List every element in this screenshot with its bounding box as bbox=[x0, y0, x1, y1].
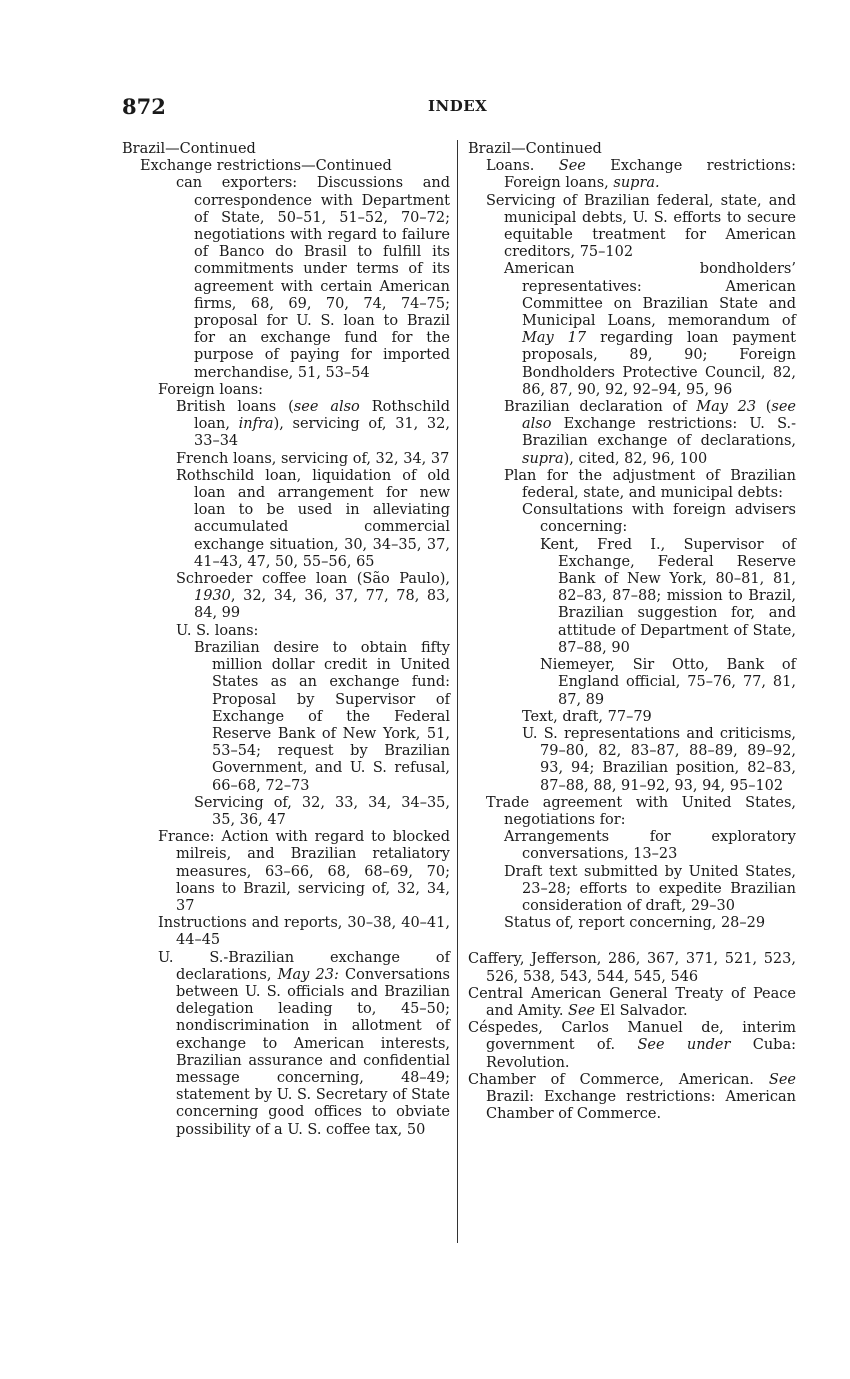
index-entry: Plan for the adjustment of Brazilian federal, state, and municipal debts: bbox=[504, 467, 796, 502]
index-entry: Servicing of Brazilian federal, state, and municipal debts, U. S. efforts to secure equitable treatment for American creditors, 75–102 bbox=[486, 192, 796, 261]
index-entry-text: Exchange restrictions: Foreign loans, bbox=[504, 158, 796, 192]
index-entry bbox=[468, 1072, 796, 1124]
index-entry-text: Brazil: Exchange restrictions: American Chamber of Commerce. bbox=[486, 1088, 796, 1123]
index-entry-text: Rothschild loan, bbox=[194, 399, 451, 433]
index-entry: Kent, Fred I., Supervisor of Exchange, Federal Reserve Bank of New York, 80–81, 81, 82–83, 87–88; mission to Brazil, Brazilian suggestion for, and attitude of Department of State, 87–88, 90 bbox=[540, 536, 796, 656]
index-entry-text: ( bbox=[756, 399, 772, 416]
index-entry: Exchange restrictions—Continued bbox=[140, 158, 392, 175]
index-entry-text: Schroeder coffee loan (São Paulo), bbox=[176, 571, 450, 588]
index-entry bbox=[468, 399, 796, 468]
index-entry-text: 1930 bbox=[194, 588, 231, 605]
index-entry: U. S. representations and criticisms, 79–80, 82, 83–87, 88–89, 89–92, 93, 94; Brazilian position, 82–83, 87–88, 88, 91–92, 93, 94, 95–102 bbox=[522, 725, 796, 794]
index-entry bbox=[122, 950, 450, 1139]
index-entry: Instructions and reports, 30–38, 40–41, 44–45 bbox=[158, 915, 450, 949]
index-entry bbox=[468, 1020, 796, 1072]
index-entry-text: regarding loan payment proposals, 89, 90; Foreign Bondholders Protective Council, 82, 86, 87, 90, 92, 92–94, 95, 96 bbox=[522, 330, 797, 398]
index-entry: Rothschild loan, liquidation of old loan and arrangement for new loan to be used in alleviating accumulated commercial exchange situation, 30, 34–35, 37, 41–43, 47, 50, 55–56, 65 bbox=[176, 467, 450, 570]
index-entry-text: Exchange restrictions: U. S.-Brazilian exchange of declarations, bbox=[522, 416, 796, 450]
index-entry-text: Conversations between U. S. officials and Brazilian delegation leading to, 45–50; nondiscrimination in allotment of exchange to American interests, Brazilian assurance and confidential message concerning, 48–49; statement by U. S. Secretary of State concerning good offices to obviate possibility of a U. S. coffee tax, 50 bbox=[176, 966, 450, 1138]
index-entry-text: see also bbox=[522, 399, 796, 433]
index-entry-text: Central American General Treaty of Peace and Amity. bbox=[468, 985, 796, 1019]
index-entry: Trade agreement with United States, negotiations for: bbox=[486, 794, 796, 828]
right-index-column bbox=[468, 141, 796, 1123]
index-entry-text: May 23: bbox=[277, 966, 339, 983]
index-entry: French loans, servicing of, 32, 34, 37 bbox=[176, 450, 450, 467]
index-entry-text: See bbox=[568, 1002, 596, 1019]
index-entry-text: El Salvador. bbox=[595, 1002, 688, 1019]
index-entry: U. S. loans: bbox=[176, 622, 259, 639]
index-entry-text: British loans ( bbox=[176, 399, 294, 416]
index-entry-text: ), cited, 82, 96, 100 bbox=[563, 450, 708, 467]
index-entry: Text, draft, 77–79 bbox=[522, 708, 652, 725]
index-entry: Foreign loans: bbox=[158, 381, 264, 398]
left-index-column bbox=[122, 141, 450, 1139]
index-entry bbox=[468, 158, 796, 192]
index-entry-text: See under bbox=[637, 1037, 731, 1054]
index-entry-text: Céspedes, Carlos Manuel de, interim government of. bbox=[468, 1020, 796, 1054]
index-entry: Brazil—Continued bbox=[122, 141, 256, 157]
index-entry-text: ), servicing of, 31, 32, 33–34 bbox=[194, 416, 450, 450]
page-number: 872 bbox=[122, 94, 166, 119]
index-entry-text: Cuba: Revolution. bbox=[486, 1037, 796, 1071]
index-entry-text: supra. bbox=[613, 175, 660, 192]
index-entry-text: See bbox=[768, 1071, 796, 1088]
index-entry-text: Chamber of Commerce, American. bbox=[468, 1071, 769, 1088]
index-entry-text: May 23 bbox=[696, 399, 757, 416]
index-entry: France: Action with regard to blocked milreis, and Brazilian retaliatory measures, 63–66, 68, 68–69, 70; loans to Brazil, servicing of, 32, 34, 37 bbox=[158, 829, 450, 914]
index-entry-text: see also bbox=[293, 399, 360, 416]
index-entry-text: See bbox=[558, 158, 586, 175]
index-entry: Caffery, Jefferson, 286, 367, 371, 521, 523, 526, 538, 543, 544, 545, 546 bbox=[468, 951, 796, 985]
index-entry-text: American bondholders’ representatives: American Committee on Brazilian State and Municipal Loans, memorandum of bbox=[504, 261, 796, 330]
index-entry-text: infra bbox=[238, 416, 274, 433]
index-entry: Servicing of, 32, 33, 34, 34–35, 35, 36, 47 bbox=[194, 794, 450, 828]
index-entry: can exporters: Discussions and correspondence with Department of State, 50–51, 51–52, 70–72; negotiations with regard to failure of Banco do Brasil to fulfill its commitments under terms of its agreement with certain American firms, 68, 69, 70, 74, 74–75; proposal for U. S. loan to Brazil for an exchange fund for the purpose of paying for imported merchandise, 51, 53–54 bbox=[176, 175, 450, 381]
index-entry: Niemeyer, Sir Otto, Bank of England official, 75–76, 77, 81, 87, 89 bbox=[540, 657, 796, 708]
index-entry: Arrangements for exploratory conversations, 13–23 bbox=[504, 829, 796, 863]
index-entry: Draft text submitted by United States, 23–28; efforts to expedite Brazilian consideration of draft, 29–30 bbox=[504, 863, 796, 914]
index-entry-text: May 17 bbox=[522, 330, 587, 347]
index-entry: Status of, report concerning, 28–29 bbox=[504, 915, 766, 932]
index-entry bbox=[468, 986, 796, 1020]
index-entry bbox=[122, 399, 450, 451]
index-entry-text: , 32, 34, 36, 37, 77, 78, 83, 84, 99 bbox=[194, 588, 450, 622]
index-entry: Brazilian desire to obtain fifty million dollar credit in United States as an exchange fund: Proposal by Supervisor of Exchange of the Federal Reserve Bank of New York, 51, 53–54; request by Brazilian Government, and U. S. refusal, 66–68, 72–73 bbox=[194, 639, 450, 794]
index-entry-text: Brazilian declaration of bbox=[504, 399, 697, 416]
column-divider bbox=[457, 140, 458, 1243]
index-entry-text: U. S.-Brazilian exchange of declarations, bbox=[158, 949, 450, 983]
index-entry bbox=[468, 261, 796, 399]
page-header bbox=[0, 94, 850, 122]
index-entry-text: supra bbox=[522, 450, 564, 467]
index-entry: Brazil—Continued bbox=[468, 141, 602, 157]
index-entry: Consultations with foreign advisers concerning: bbox=[522, 502, 796, 536]
index-entry-text: Loans. bbox=[486, 158, 559, 175]
running-head: INDEX bbox=[428, 97, 488, 115]
index-entry bbox=[122, 571, 450, 623]
